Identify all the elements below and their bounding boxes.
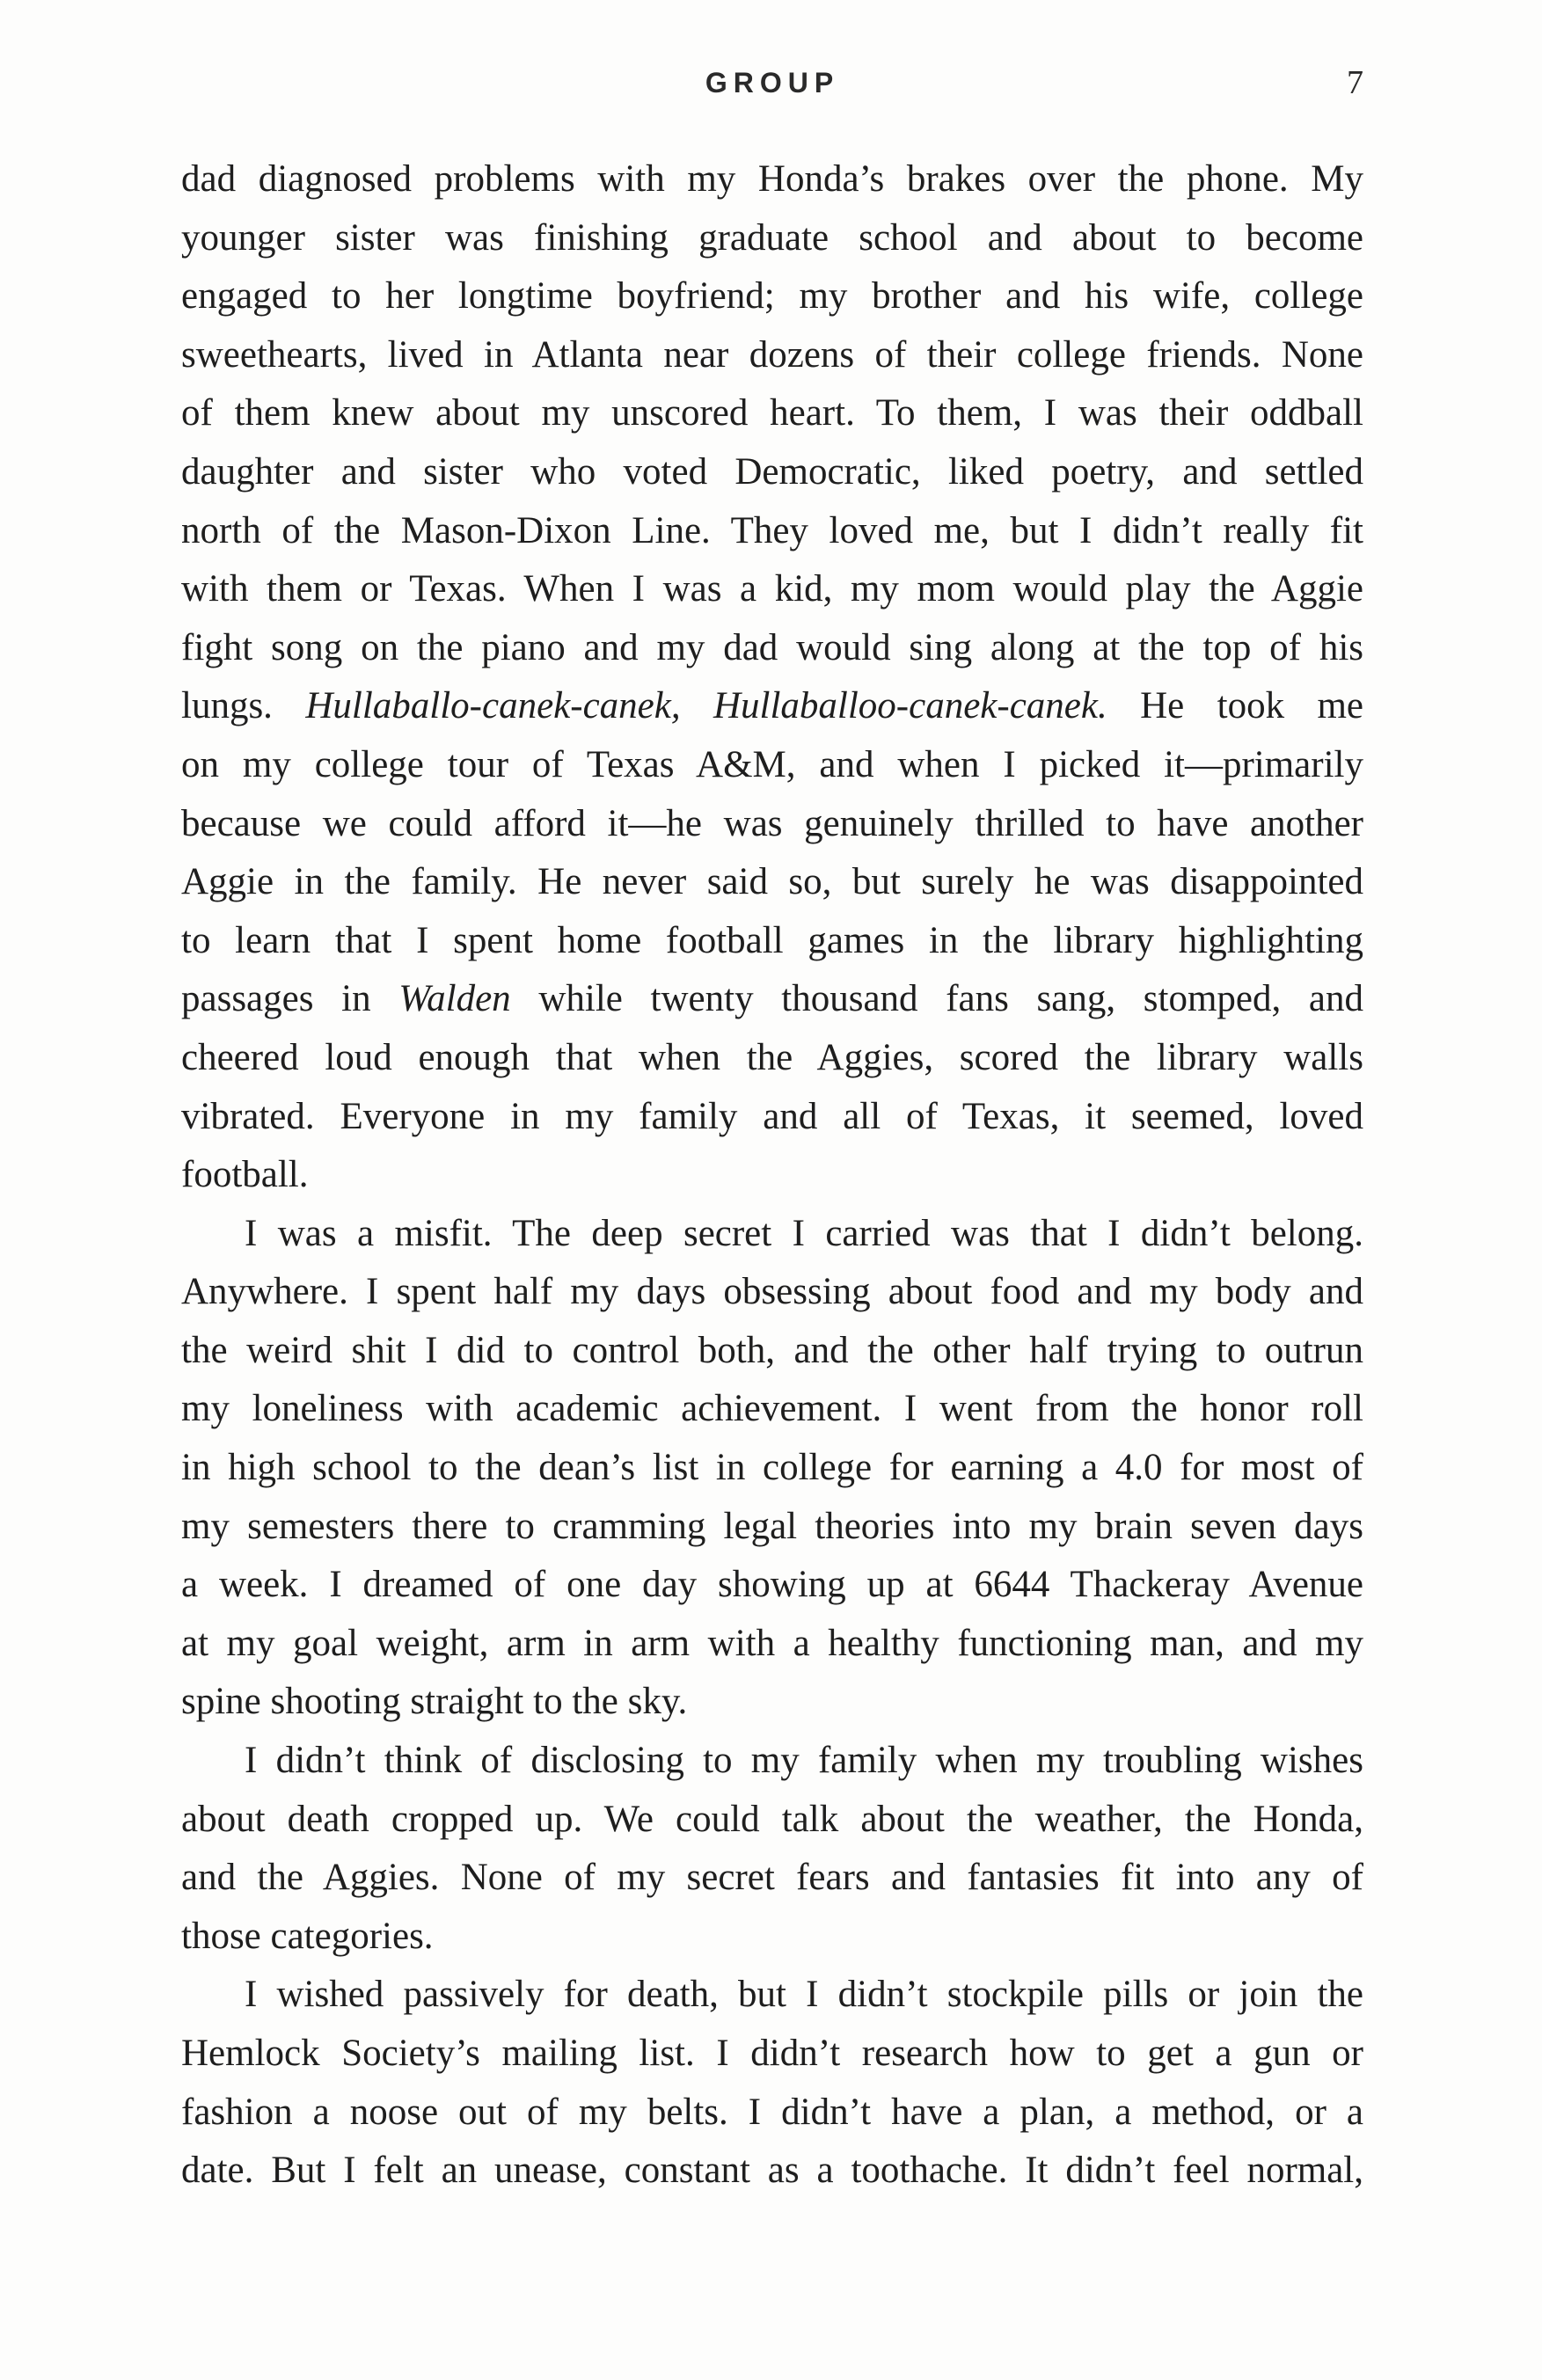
italic-song-lyric: Hullaballo-canek-canek, Hullaballoo-canek-canek. [305, 685, 1107, 727]
paragraph-2 [181, 1205, 1363, 1732]
page-number: 7 [1347, 64, 1363, 101]
text-line: to learn that I spent home football games in the library highlighting [181, 919, 1363, 961]
text-line: of them knew about my unscored heart. To them, I was their oddball [181, 392, 1363, 434]
text-line: those categories. [181, 1915, 434, 1957]
text-line: on my college tour of Texas A&M, and when I picked it—primarily [181, 743, 1363, 785]
text-line: dad diagnosed problems with my Honda’s brakes over the phone. My [181, 158, 1363, 200]
text-line: cheered loud enough that when the Aggies, scored the library walls [181, 1036, 1363, 1078]
text-line: the weird shit I did to control both, and the other half trying to outrun [181, 1329, 1363, 1371]
text-line: because we could afford it—he was genuinely thrilled to have another [181, 802, 1363, 844]
text-line: daughter and sister who voted Democratic, liked poetry, and settled [181, 450, 1363, 493]
text-line: my semesters there to cramming legal theories into my brain seven days [181, 1505, 1363, 1547]
text-line: date. But I felt an unease, constant as a toothache. It didn’t feel normal, [181, 2150, 1363, 2192]
text-line: my loneliness with academic achievement. I went from the honor roll [181, 1388, 1363, 1430]
text-line: I was a misfit. The deep secret I carried was that I didn’t belong. [245, 1212, 1363, 1254]
text-line: engaged to her longtime boyfriend; my brother and his wife, college [181, 275, 1363, 318]
paragraph-1 [181, 150, 1363, 1205]
text-line: I didn’t think of disclosing to my family when my troubling wishes [245, 1740, 1363, 1782]
paragraph-3 [181, 1732, 1363, 1966]
text-line: sweethearts, lived in Atlanta near dozens of their college friends. None [181, 333, 1363, 376]
text-line: Anywhere. I spent half my days obsessing about food and my body and [181, 1271, 1363, 1313]
text-segment: lungs. [181, 685, 306, 727]
running-head [181, 56, 1363, 109]
paragraph-4 [181, 1966, 1363, 2200]
text-line: with them or Texas. When I was a kid, my mom would play the Aggie [181, 568, 1363, 610]
text-segment: He took me [1107, 685, 1363, 727]
text-line: at my goal weight, arm in arm with a healthy functioning man, and my [181, 1622, 1363, 1664]
text-line: about death cropped up. We could talk about the weather, the Honda, [181, 1798, 1363, 1840]
text-line: Aggie in the family. He never said so, but surely he was disappointed [181, 861, 1363, 903]
text-line: vibrated. Everyone in my family and all of Texas, it seemed, loved [181, 1095, 1363, 1137]
text-segment: passages in [181, 978, 399, 1020]
italic-book-title: Walden [398, 978, 511, 1020]
text-line: spine shooting straight to the sky. [181, 1681, 688, 1723]
text-line [181, 677, 1363, 736]
body-text [181, 150, 1363, 2201]
text-line: a week. I dreamed of one day showing up at 6644 Thackeray Avenue [181, 1564, 1363, 1606]
text-line: in high school to the dean’s list in college for earning a 4.0 for most of [181, 1447, 1363, 1489]
text-line: I wished passively for death, but I didn’t stockpile pills or join the [245, 1974, 1363, 2016]
text-line: Hemlock Society’s mailing list. I didn’t research how to get a gun or [181, 2033, 1363, 2074]
text-segment: while twenty thousand fans sang, stomped, and [510, 978, 1363, 1020]
text-line: football. [181, 1154, 309, 1196]
text-line: north of the Mason-Dixon Line. They loved me, but I didn’t really fit [181, 509, 1363, 551]
text-line: fight song on the piano and my dad would sing along at the top of his [181, 626, 1363, 668]
text-line [181, 970, 1363, 1029]
text-line: younger sister was finishing graduate school and about to become [181, 216, 1363, 259]
text-line: and the Aggies. None of my secret fears and fantasies fit into any of [181, 1857, 1363, 1899]
text-line: fashion a noose out of my belts. I didn’t have a plan, a method, or a [181, 2091, 1363, 2133]
running-title: GROUP [705, 67, 840, 99]
